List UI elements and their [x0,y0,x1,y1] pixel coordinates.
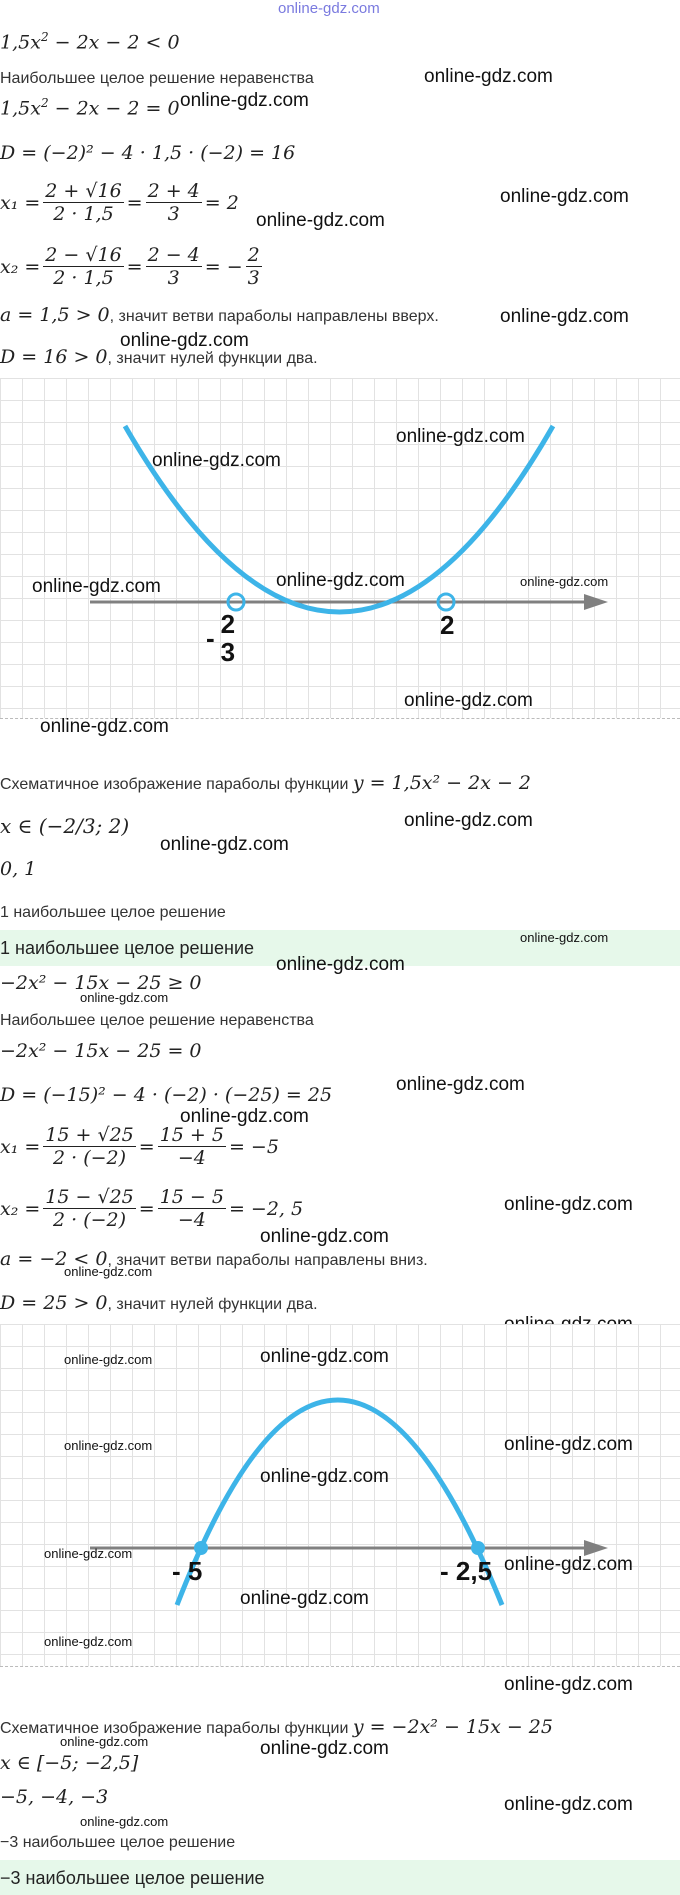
task2-caption: Схематичное изображение параболы функции y = −2x² − 15x − 25 [0,1716,553,1738]
watermark: online-gdz.com [40,716,169,737]
watermark: online-gdz.com [160,834,289,855]
divider [0,1666,680,1667]
task2-x2: x₂ = $\frac{15 - √25}{2 \cdot (-2)}$ = $\frac{15 - 5}{-4}$ = −2, 5 [0,1186,304,1231]
watermark: online-gdz.com [424,66,553,87]
task2-discriminant: D = (−15)² − 4 · (−2) · (−25) = 25 [0,1084,333,1106]
task2-answer-final: −3 наибольшее целое решение [0,1868,265,1888]
watermark: online-gdz.com [504,1794,633,1815]
watermark: online-gdz.com [80,990,169,1005]
watermark: online-gdz.com [396,426,525,447]
task1-discriminant: D = (−2)² − 4 · 1,5 · (−2) = 16 [0,142,296,164]
watermark: online-gdz.com [44,1546,133,1561]
watermark: online-gdz.com [64,1352,153,1367]
task1-heading: Наибольшее целое решение неравенства [0,70,314,87]
watermark: online-gdz.com [260,1226,389,1247]
watermark: online-gdz.com [260,1346,389,1367]
task1-interval: x ∈ (−2/3; 2) [0,814,130,838]
top-watermark: online-gdz.com [278,0,380,17]
watermark: online-gdz.com [240,1588,369,1609]
task2-interval: x ∈ [−5; −2,5] [0,1752,139,1774]
watermark: online-gdz.com [504,1434,633,1455]
task1-direction: a = 1,5 > 0, значит ветви параболы направлены вверх. [0,304,439,326]
task1-caption: Схематичное изображение параболы функции y = 1,5x² − 2x − 2 [0,772,531,794]
task1-zeros: D = 16 > 0, значит нулей функции два. [0,346,318,368]
graph2-label-left: - 5 [172,1556,203,1586]
watermark: online-gdz.com [396,1074,525,1095]
watermark: online-gdz.com [80,1814,169,1829]
watermark: online-gdz.com [32,576,161,597]
watermark: online-gdz.com [64,1438,153,1453]
watermark: online-gdz.com [276,570,405,591]
task1-integers: 0, 1 [0,858,37,880]
watermark: online-gdz.com [152,450,281,471]
task1-x1: x₁ = $\frac{2 + √16}{2 \cdot 1,5}$ = $\frac{2 + 4}{3}$ = 2 [0,180,239,225]
task1-answer-final: 1 наибольшее целое решение [0,938,255,958]
task2-integers: −5, −4, −3 [0,1786,109,1808]
watermark: online-gdz.com [260,1466,389,1487]
task1-equation: $1,5x^2 - 2x - 2 = 0$ [0,96,180,120]
task2-inequality: −2x² − 15x − 25 ≥ 0 [0,972,202,994]
task2-graph [0,1324,680,1666]
graph2-label-right: - 2,5 [440,1556,493,1586]
task2-zeros: D = 25 > 0, значит нулей функции два. [0,1292,318,1314]
watermark: online-gdz.com [260,1738,389,1759]
watermark: online-gdz.com [504,1554,633,1575]
watermark: online-gdz.com [60,1734,149,1749]
watermark: online-gdz.com [500,186,629,207]
graph1-label-right: 2 [440,610,455,640]
watermark: online-gdz.com [180,90,309,111]
watermark: online-gdz.com [404,690,533,711]
watermark: online-gdz.com [180,1106,309,1127]
task1-x2: x₂ = $\frac{2 - √16}{2 \cdot 1,5}$ = $\frac{2 - 4}{3}$ = − $\frac{2}{3}$ [0,244,260,289]
task2-x1: x₁ = $\frac{15 + √25}{2 \cdot (-2)}$ = $\frac{15 + 5}{-4}$ = −5 [0,1124,279,1169]
task1-answer: 1 наибольшее целое решение [0,904,226,921]
watermark: online-gdz.com [256,210,385,231]
watermark: online-gdz.com [64,1264,153,1279]
watermark: online-gdz.com [44,1634,133,1649]
watermark: online-gdz.com [520,574,609,589]
task1-inequality: $1,5x^2 - 2x - 2 < 0$ [0,30,180,54]
watermark: online-gdz.com [504,1674,633,1695]
task1-graph [0,378,680,718]
watermark: online-gdz.com [504,1194,633,1215]
task2-direction: a = −2 < 0, значит ветви параболы направлены вниз. [0,1248,428,1270]
task2-equation: −2x² − 15x − 25 = 0 [0,1040,202,1062]
task2-heading: Наибольшее целое решение неравенства [0,1012,314,1029]
watermark: online-gdz.com [120,330,249,351]
watermark: online-gdz.com [520,930,609,945]
watermark: online-gdz.com [404,810,533,831]
task2-answer: −3 наибольшее целое решение [0,1834,236,1851]
watermark: online-gdz.com [276,954,405,975]
graph1-label-left: - 2 3 [206,609,236,667]
watermark: online-gdz.com [500,306,629,327]
